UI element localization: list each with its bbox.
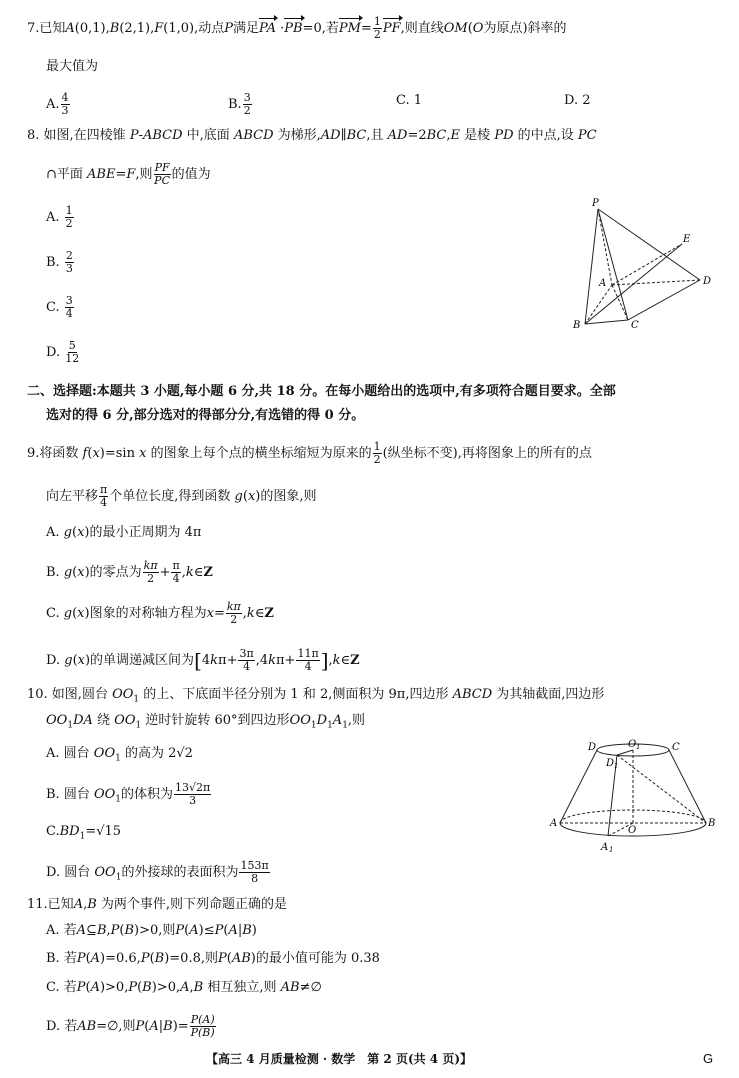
q10-line2: $OO_1DA$ 绕 $OO_1$ 逆时针旋转 60°到四边形$OO_1D_1A_1$,则	[46, 713, 366, 731]
q10-fig-label-a1-sub: 1	[609, 846, 614, 854]
q10-option-a: A. 圆台 $OO_1$ 的高为 2√2	[46, 746, 193, 764]
q9-option-b: B. g(x)的零点为 $\frac{k\pi}{2}$ + $\frac{\pi}{4}$ ,k∈Z	[46, 559, 213, 585]
q11-option-b: B. 若P(A)=0.6,P(B)=0.8,则P(AB)的最小值可能为 0.38	[46, 951, 380, 966]
q8-fig-label-a: A	[599, 278, 607, 289]
page-footer: 【高三 4 月质量检测 · 数学 第 2 页(共 4 页)】	[206, 1052, 473, 1066]
q11-option-a: A. 若A⊆B,P(B)>0,则P(A)≤P(A|B)	[46, 923, 257, 938]
q8-option-c: C. $\frac{3}{4}$	[46, 294, 73, 320]
q8-stem: 8. 如图,在四棱锥 P-ABCD 中,底面 ABCD 为梯形,AD∥BC,且 AD=2BC,E 是棱 PD 的中点,设 PC	[27, 128, 597, 143]
q8-pyramid-figure	[570, 196, 720, 332]
q7-option-d: D. 2	[564, 93, 591, 108]
section2-heading-line2: 选对的得 6 分,部分选对的得部分分,有选错的得 0 分。	[46, 408, 365, 423]
q9-stem: 9.将函数 f(x)=sin x 的图象上每个点的横坐标缩短为原来的 $\frac{1}{2}$ (纵坐标不变),再将图象上的所有的点	[27, 440, 592, 466]
paper-code: G	[703, 1051, 714, 1066]
q10-option-b: B. 圆台 $OO_1$的体积为 $\frac{13√2\pi}{3}$	[46, 781, 211, 807]
q8-fig-label-p: P	[592, 198, 599, 209]
q9-option-c: C. g(x)图象的对称轴方程为x= $\frac{k\pi}{2}$ ,k∈Z	[46, 600, 274, 626]
q10-fig-label-a1: A	[601, 842, 609, 853]
q7-stem: 7.已知A(0,1),B(2,1),F(1,0),动点P满足PA ·PB=0,若PM= $\frac{1}{2}$ PF,则直线OM(O为原点)斜率的	[27, 15, 567, 41]
q8-option-d: D. $\frac{5}{12}$	[46, 339, 80, 365]
q10-fig-label-c: C	[672, 742, 680, 753]
q8-fig-label-b: B	[573, 320, 581, 331]
q10-fig-label-d1: D	[606, 758, 615, 769]
q10-stem: 10. 如图,圆台 $OO_1$ 的上、下底面半径分别为 1 和 2,侧面积为 9π,四边形 ABCD 为其轴截面,四边形	[27, 687, 605, 705]
q10-fig-label-d1-sub: 1	[614, 762, 619, 770]
q7-line2: 最大值为	[46, 59, 99, 74]
q10-fig-label-a: A	[550, 818, 558, 829]
q8-option-a: A. $\frac{1}{2}$	[46, 204, 73, 230]
q8-fig-label-e: E	[683, 234, 691, 245]
q11-stem: 11.已知A,B 为两个事件,则下列命题正确的是	[27, 897, 288, 912]
q10-frustum-figure	[548, 736, 718, 858]
q11-option-c: C. 若P(A)>0,P(B)>0,A,B 相互独立,则 AB≠∅	[46, 980, 322, 995]
q8-fig-label-d: D	[703, 276, 712, 287]
q10-fig-label-o: O	[628, 825, 637, 836]
q10-fig-label-o1-sub: 1	[636, 743, 641, 751]
q11-option-d: D. 若AB=∅,则P(A|B)= $\frac{P(A)}{P(B)}$	[46, 1013, 215, 1039]
q8-fig-label-c: C	[631, 320, 639, 331]
q10-option-d: D. 圆台 $OO_1$的外接球的表面积为 $\frac{153\pi}{8}$	[46, 859, 269, 885]
q8-option-b: B. $\frac{2}{3}$	[46, 249, 73, 275]
q10-fig-label-b: B	[708, 818, 716, 829]
q8-line2: ∩平面 ABE=F,则 $\frac{PF}{PC}$ 的值为	[46, 161, 211, 187]
q7-option-a: A. $\frac{4}{3}$	[46, 91, 69, 117]
q9-option-d: D. g(x)的单调递减区间为[4kπ+ $\frac{3\pi}{4}$ ,4kπ+ $\frac{11\pi}{4}$ ],k∈Z	[46, 647, 360, 673]
q10-fig-label-d: D	[588, 742, 597, 753]
q7-option-b: B. $\frac{3}{2}$	[228, 91, 251, 117]
q10-option-c: $C.BD_1=√15$	[46, 824, 122, 842]
q9-line2: 向左平移 $\frac{\pi}{4}$ 个单位长度,得到函数 g(x)的图象,则	[46, 483, 317, 509]
q7-option-c: C. 1	[396, 93, 423, 108]
q9-option-a: A. g(x)的最小正周期为 4π	[46, 525, 202, 540]
section2-heading: 二、选择题:本题共 3 小题,每小题 6 分,共 18 分。在每小题给出的选项中,有多项符合题目要求。全部	[27, 384, 616, 399]
q10-fig-label-o1: O	[628, 739, 637, 750]
